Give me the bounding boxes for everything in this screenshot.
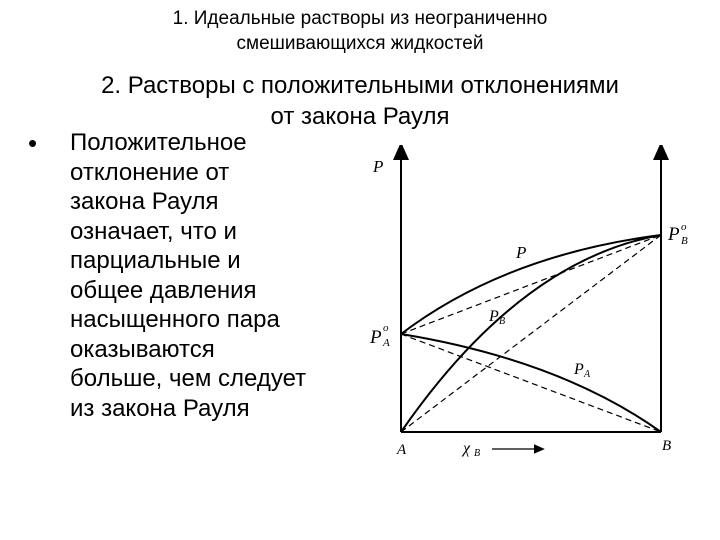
curve-pa-sub: A bbox=[584, 369, 591, 380]
bullet-line: отклонение от bbox=[70, 158, 230, 186]
title-line-1: 2. Растворы с положительными отклонениями bbox=[101, 72, 619, 99]
bullet-line: означает, что и bbox=[70, 217, 237, 245]
corner-b-label: B bbox=[662, 438, 672, 454]
curve-pa-main: P bbox=[574, 361, 584, 378]
curve-pb-label bbox=[488, 308, 505, 327]
bullet-line: из закона Рауля bbox=[70, 394, 250, 422]
curve-pb-main: P bbox=[489, 308, 499, 325]
curve-pa-label bbox=[573, 361, 591, 380]
bullet-line: закона Рауля bbox=[70, 188, 219, 215]
subtitle-line-2: смешивающихся жидкостей bbox=[236, 33, 484, 54]
title-line-2: от закона Рауля bbox=[270, 103, 450, 130]
bullet-line: насыщенного пара bbox=[70, 306, 280, 333]
ideal-total-line bbox=[401, 235, 661, 334]
pb-zero-sup: o bbox=[681, 221, 687, 233]
pb-zero-main: P bbox=[668, 224, 680, 245]
bullet-line: Положительное bbox=[70, 129, 247, 156]
bullet-line: общее давления bbox=[70, 276, 257, 304]
corner-a-label: A bbox=[397, 442, 407, 458]
ideal-pa-line bbox=[401, 334, 661, 432]
bullet-marker: • bbox=[28, 128, 38, 158]
bullet-line: больше, чем следует bbox=[70, 365, 307, 392]
subtitle bbox=[0, 6, 720, 56]
curve-total-label: P bbox=[516, 243, 527, 262]
bullet-line: парциальные и bbox=[70, 247, 241, 274]
bullet-line: оказываются bbox=[70, 335, 215, 363]
axis-p-label: P bbox=[373, 157, 384, 176]
pa-zero-label bbox=[369, 322, 390, 349]
curve-pb-sub: B bbox=[499, 316, 506, 327]
x-axis-main: χ bbox=[463, 440, 471, 457]
slide-title bbox=[0, 70, 720, 132]
x-axis-label bbox=[461, 440, 480, 459]
pa-zero-main: P bbox=[370, 327, 382, 348]
pb-zero-sub: B bbox=[681, 235, 688, 247]
pa-zero-sub: A bbox=[383, 337, 390, 349]
raoult-deviation-diagram bbox=[355, 145, 700, 475]
subtitle-line-1: 1. Идеальные растворы из неограниченно bbox=[172, 8, 548, 29]
bullet-text bbox=[70, 128, 370, 423]
pb-zero-label bbox=[667, 221, 688, 247]
pa-zero-sup: o bbox=[383, 322, 389, 334]
x-axis-sub: B bbox=[474, 448, 481, 459]
